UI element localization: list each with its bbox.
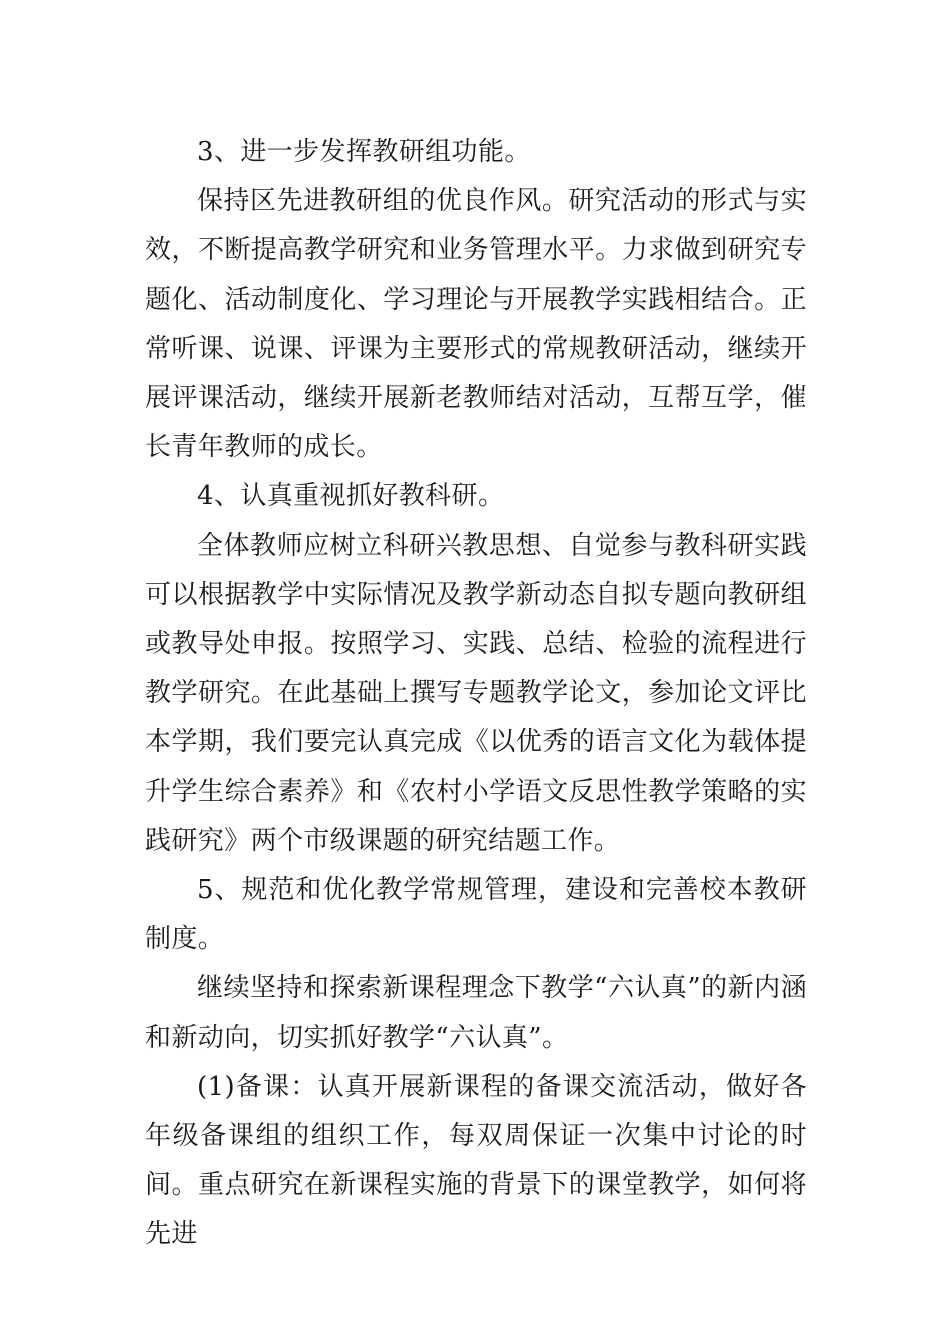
paragraph-six-conscientious: 继续坚持和探索新课程理念下教学“六认真”的新内涵和新动向，切实抓好教学“六认真”。 (145, 973, 807, 1053)
heading-4-educational-research: 4、认真重视抓好教科研。 (197, 481, 505, 512)
heading-3-teaching-research-group: 3、进一步发挥教研组功能。 (197, 137, 531, 167)
paragraph-research-group-style: 保持区先进教研组的优良作风。研究活动的形式与实效，不断提高教学研究和业务管理水平。力求做到研究专题化、活动制度化、学习理论与开展教学实践相结合。正常听课、说课、评课为主要形式的常规教研活动，继续开展评课活动，继续开展新老教师结对活动，互帮互学，催长青年教师的成长。 (145, 186, 807, 463)
paragraph-teacher-research-practice: 全体教师应树立科研兴教思想、自觉参与教科研实践可以根据教学中实际情况及教学新动态自拟专题向教研组或教导处申报。按照学习、实践、总结、检验的流程进行教学研究。在此基础上撰写专题教学论文，参加论文评比本学期，我们要完认真完成《以优秀的语言文化为载体提升学生综合素养》和《农村小学语文反思性教学策略的实践研究》两个市级课题的研究结题工作。 (145, 530, 807, 856)
paragraph-lesson-preparation: (1)备课：认真开展新课程的备课交流活动，做好各年级备课组的组织工作，每双周保证一次集中讨论的时间。重点研究在新课程实施的背景下的课堂教学，如何将先进 (145, 1071, 807, 1250)
document-body (145, 128, 807, 1260)
heading-5-teaching-routine-management: 5、规范和优化教学常规管理，建设和完善校本教研制度。 (145, 875, 807, 955)
